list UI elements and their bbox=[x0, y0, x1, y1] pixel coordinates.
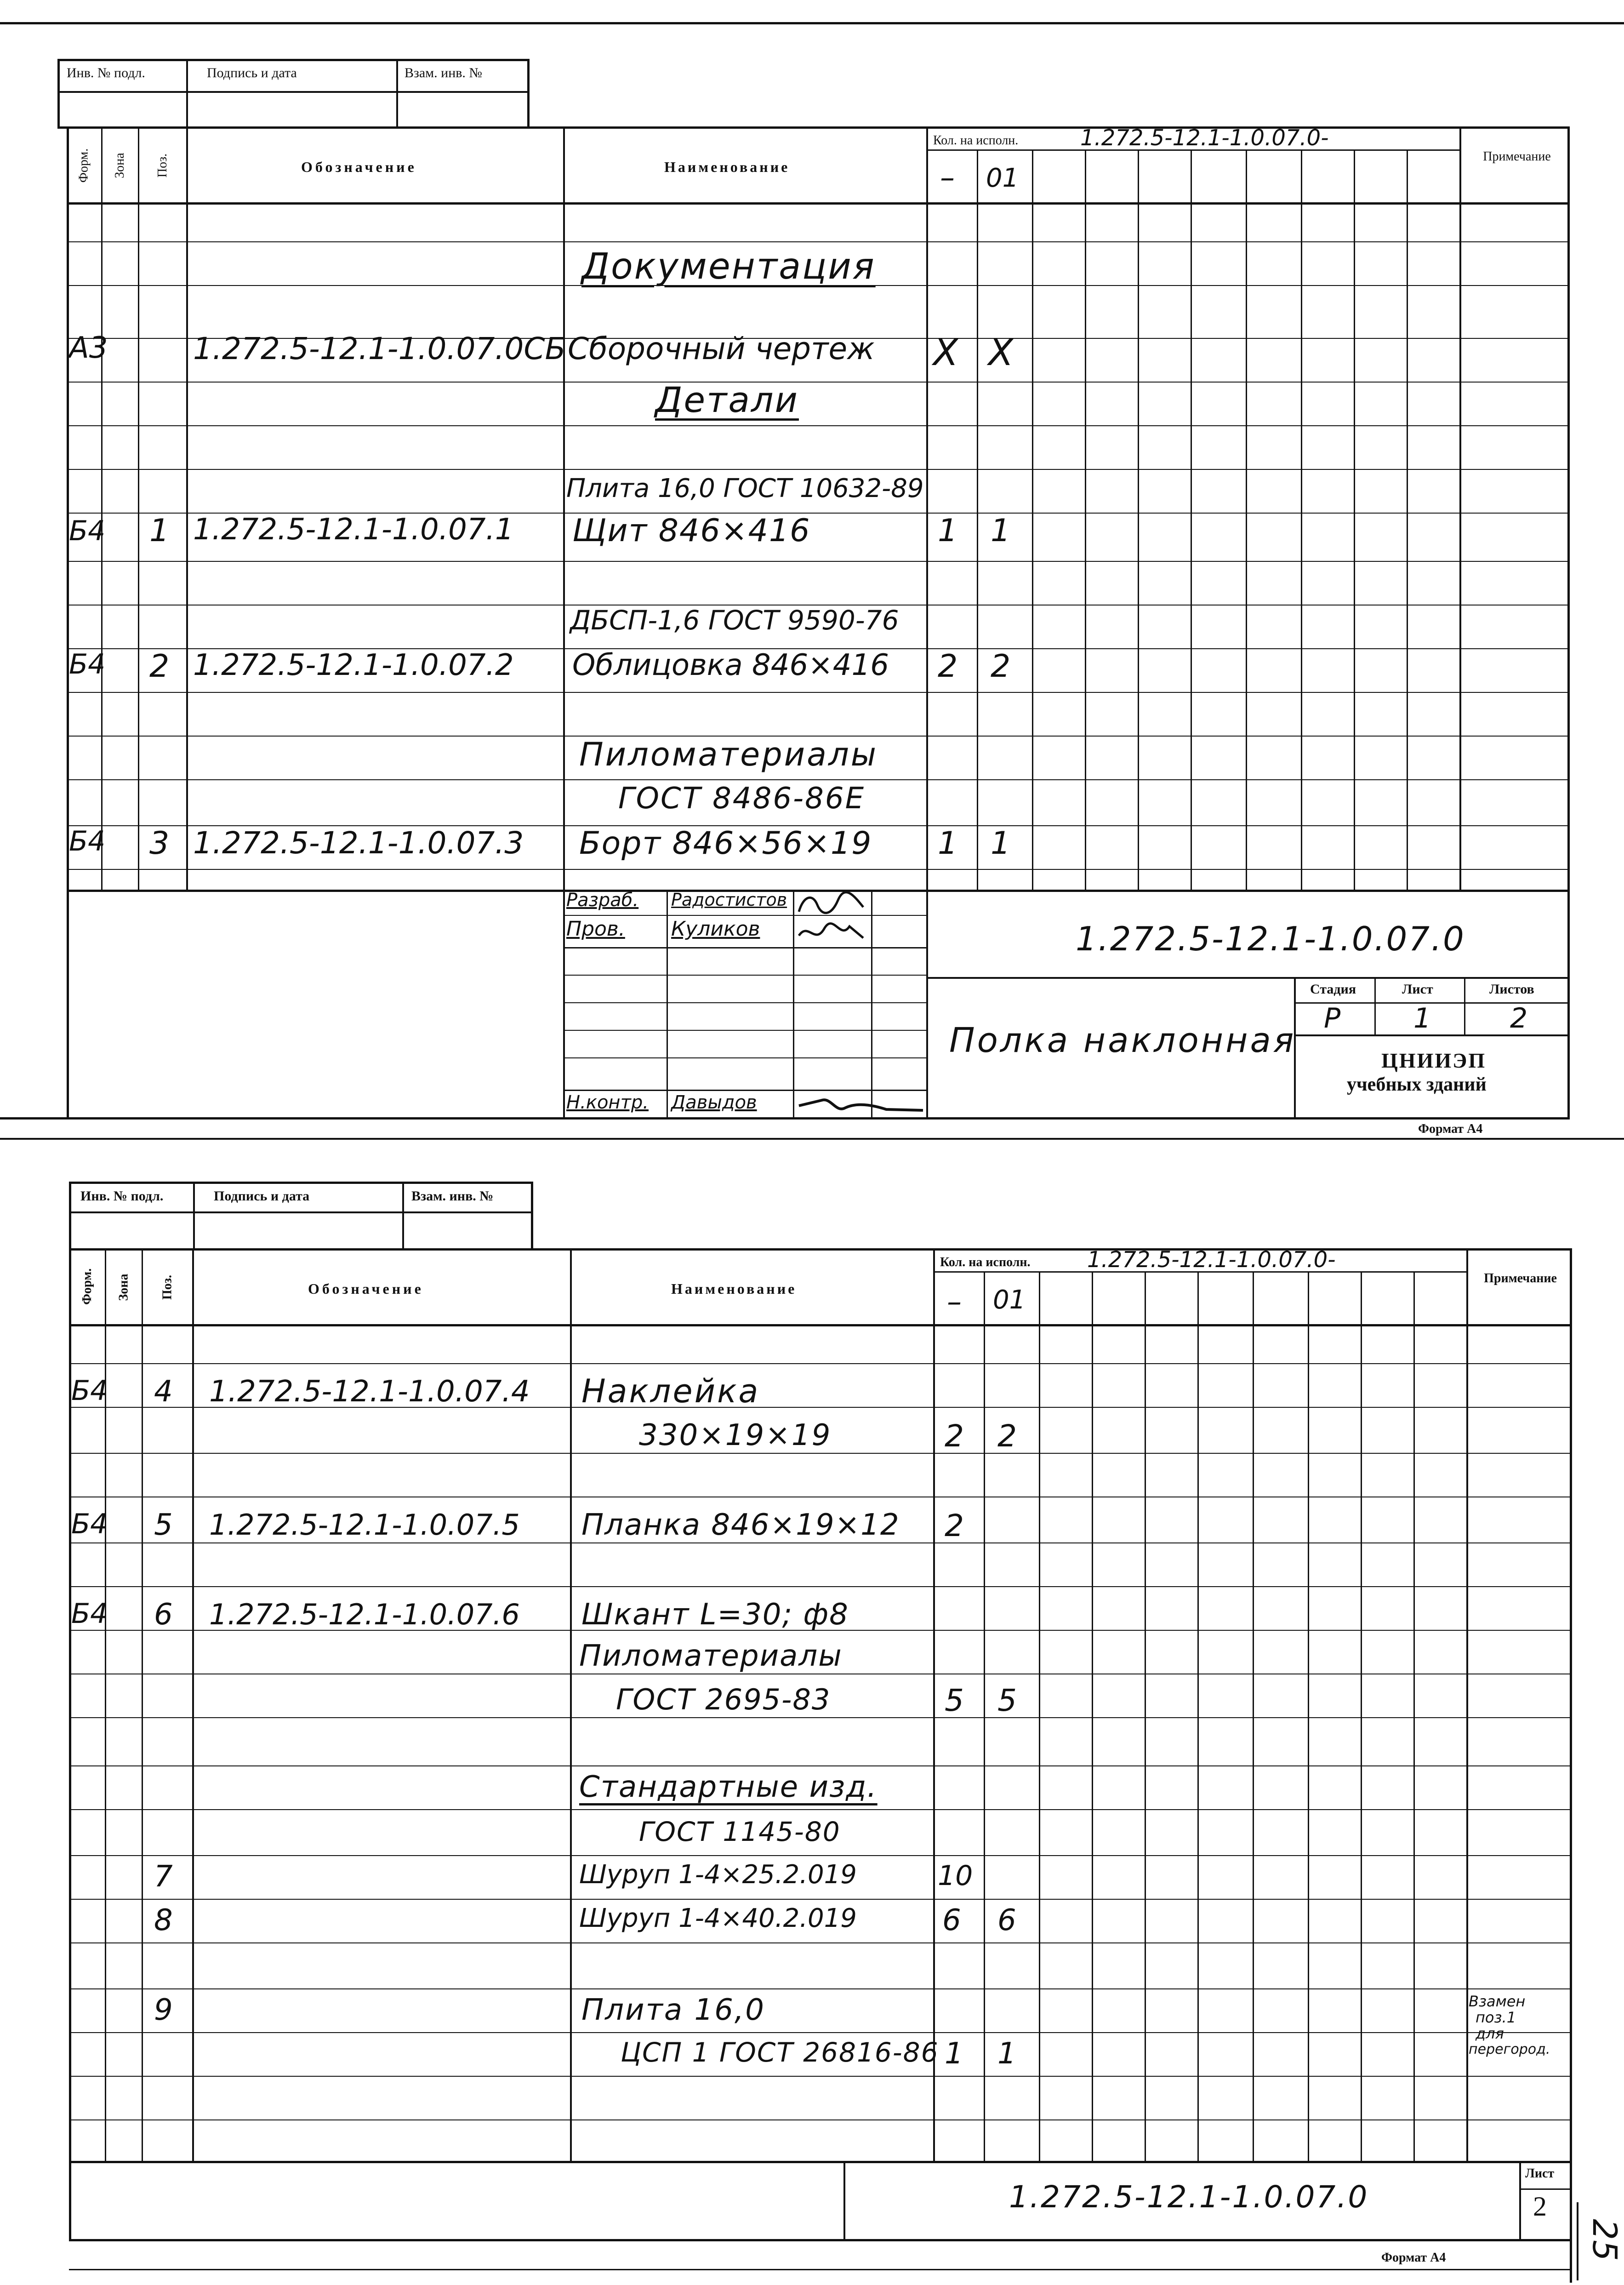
row-name: Шуруп 1-4×25.2.019 bbox=[579, 1860, 857, 1890]
row-name: Плита 16,0 ГОСТ 10632-89 bbox=[566, 474, 924, 503]
row-designation: 1.272.5-12.1-1.0.07.3 bbox=[193, 825, 524, 861]
stadia-label: Стадия bbox=[1310, 982, 1356, 997]
row-qty2: 2 bbox=[991, 648, 1011, 685]
note-line: поз.1 bbox=[1476, 2009, 1516, 2026]
row-designation: 1.272.5-12.1-1.0.07.5 bbox=[209, 1508, 520, 1542]
row-name: Документация bbox=[581, 246, 876, 287]
row-qty1: 10 bbox=[938, 1860, 973, 1892]
row-pos: 6 bbox=[154, 1598, 173, 1632]
row-pos: 3 bbox=[149, 825, 170, 862]
note-line: Взамен bbox=[1469, 1993, 1526, 2010]
inv-podl-label: Инв. № подл. bbox=[67, 65, 145, 80]
col-pos-header: Поз. bbox=[160, 1274, 175, 1300]
row-line bbox=[69, 1899, 1572, 1900]
row-line bbox=[69, 1453, 1572, 1454]
listov-label: Листов bbox=[1489, 982, 1534, 997]
row-name: ГОСТ 8486-86Е bbox=[618, 782, 865, 816]
row-name: Стандартные изд. bbox=[579, 1770, 878, 1804]
col-zone-header: Зона bbox=[113, 153, 127, 178]
row-qty2: 2 bbox=[997, 1418, 1017, 1454]
stamp-doc-code: 1.272.5-12.1-1.0.07.0 bbox=[1076, 920, 1465, 958]
vzam-inv-label: Взам. инв. № bbox=[405, 65, 483, 80]
sheet2-bottom bbox=[69, 2239, 1572, 2241]
row-name: Облицовка 846×416 bbox=[572, 648, 889, 682]
variant-01: 01 bbox=[993, 1285, 1026, 1315]
variant-dash: – bbox=[947, 1285, 962, 1319]
row-line bbox=[69, 1988, 1572, 1989]
razrab-label: Разраб. bbox=[566, 890, 639, 911]
row-form: А3 bbox=[69, 331, 108, 365]
small-header-mid bbox=[69, 1211, 533, 1213]
row-name: Планка 846×19×12 bbox=[581, 1508, 900, 1542]
stadia-value: Р bbox=[1324, 1002, 1341, 1034]
row-qty2: 5 bbox=[997, 1683, 1017, 1718]
row-name: ГОСТ 1145-80 bbox=[639, 1816, 841, 1847]
stamp2-v2 bbox=[1519, 2161, 1521, 2241]
kol-code: 1.272.5-12.1-1.0.07.0- bbox=[1080, 125, 1329, 151]
row-qty1: 6 bbox=[942, 1903, 961, 1937]
row-pos: 2 bbox=[149, 648, 170, 685]
row-form: Б4 bbox=[69, 515, 106, 547]
col-name-header: Наименование bbox=[664, 159, 790, 175]
row-name: ЦСП 1 ГОСТ 26816-86 bbox=[621, 2037, 939, 2068]
col-q9-line bbox=[1361, 1271, 1362, 2161]
col-q8-line bbox=[1308, 1271, 1309, 2161]
prov-label: Пров. bbox=[566, 917, 625, 941]
row-designation: 1.272.5-12.1-1.0.07.1 bbox=[193, 513, 514, 547]
row-name: Пиломатериалы bbox=[579, 736, 878, 773]
row-name: Борт 846×56×19 bbox=[579, 825, 872, 862]
row-name: Пиломатериалы bbox=[579, 1639, 843, 1673]
small-header-v3 bbox=[531, 1182, 533, 1251]
row-qty1: 1 bbox=[938, 825, 958, 862]
col-note-header: Примечание bbox=[1484, 1271, 1557, 1285]
row-name: Шуруп 1-4×40.2.019 bbox=[579, 1903, 857, 1933]
kol-code: 1.272.5-12.1-1.0.07.0- bbox=[1087, 1247, 1336, 1273]
col-q5-line bbox=[1145, 1271, 1146, 2161]
row-line bbox=[69, 2032, 1572, 2033]
org-subname: учебных зданий bbox=[1347, 1074, 1487, 1095]
row-designation: 1.272.5-12.1-1.0.07.6 bbox=[209, 1598, 520, 1631]
row-line bbox=[69, 2076, 1572, 2077]
row-pos: 5 bbox=[154, 1508, 173, 1542]
note-line: перегород. bbox=[1469, 2041, 1550, 2057]
row-line bbox=[69, 1765, 1572, 1766]
col-designation-header: Обозначение bbox=[308, 1280, 424, 1297]
row-line bbox=[69, 1542, 1572, 1543]
list-label: Лист bbox=[1525, 2166, 1555, 2181]
stamp-top-line bbox=[69, 2161, 1572, 2163]
row-qty1: 2 bbox=[945, 1418, 964, 1454]
small-header-v2 bbox=[402, 1182, 404, 1251]
row-qty2: X bbox=[988, 331, 1014, 374]
org-name: ЦНИИЭП bbox=[1381, 1049, 1487, 1072]
col-q10-line bbox=[1413, 1271, 1415, 2161]
row-pos: 8 bbox=[154, 1903, 173, 1937]
col-form-header: Форм. bbox=[76, 148, 91, 183]
row-form: Б4 bbox=[71, 1375, 108, 1407]
row-qty2: 1 bbox=[997, 2037, 1016, 2071]
row-line bbox=[69, 1586, 1572, 1587]
col-pos-header: Поз. bbox=[155, 153, 170, 178]
row-qty2: 6 bbox=[997, 1903, 1016, 1937]
col-name-header: Наименование bbox=[671, 1280, 797, 1297]
row-name: Шкант L=30; ф8 bbox=[581, 1598, 849, 1632]
row-qty1: 2 bbox=[938, 648, 958, 685]
variant-01: 01 bbox=[986, 163, 1019, 193]
row-form: Б4 bbox=[71, 1508, 108, 1540]
col-note-line bbox=[1466, 1248, 1468, 2161]
row-name: 330×19×19 bbox=[639, 1418, 832, 1452]
list-label: Лист bbox=[1402, 982, 1433, 997]
col-q2-line bbox=[984, 1271, 985, 2161]
small-header-top bbox=[69, 1182, 533, 1184]
format-label: Формат А4 bbox=[1381, 2251, 1446, 2265]
list-value: 2 bbox=[1533, 2191, 1547, 2222]
list-value: 1 bbox=[1413, 1002, 1431, 1034]
row-designation: 1.272.5-12.1-1.0.07.0СБ bbox=[193, 331, 566, 366]
row-name: Щит 846×416 bbox=[572, 513, 811, 549]
row-qty1: 1 bbox=[945, 2037, 963, 2071]
row-qty1: 2 bbox=[945, 1508, 964, 1543]
row-pos: 9 bbox=[154, 1993, 173, 2027]
prov-name: Куликов bbox=[671, 917, 760, 941]
bottom-edge-line bbox=[69, 2269, 1572, 2270]
row-pos: 1 bbox=[149, 513, 170, 549]
row-form: Б4 bbox=[71, 1598, 108, 1630]
kol-label: Кол. на исполн. bbox=[933, 133, 1019, 148]
page-number: 25 bbox=[1585, 2219, 1624, 2261]
kol-label: Кол. на исполн. bbox=[940, 1255, 1031, 1269]
row-qty1: 5 bbox=[945, 1683, 964, 1718]
podpis-data-label: Подпись и дата bbox=[214, 1188, 310, 1204]
table-top bbox=[69, 1248, 1572, 1251]
row-qty1: X bbox=[933, 331, 958, 374]
nkontr-name: Давыдов bbox=[671, 1092, 757, 1113]
format-label: Формат А4 bbox=[1418, 1122, 1483, 1136]
col-qty-line bbox=[933, 1248, 935, 2161]
col-designation-header: Обозначение bbox=[301, 159, 417, 175]
row-name: Плита 16,0 bbox=[581, 1993, 765, 2027]
row-name: Детали bbox=[655, 379, 799, 420]
stamp2-v1 bbox=[843, 2161, 845, 2241]
small-header-v0 bbox=[69, 1182, 71, 1251]
razrab-name: Радостистов bbox=[671, 890, 787, 910]
note-line: для bbox=[1476, 2025, 1504, 2042]
row-pos: 4 bbox=[154, 1375, 173, 1409]
row-name: Сборочный чертеж bbox=[568, 331, 875, 366]
row-qty2: 1 bbox=[991, 825, 1011, 862]
row-line bbox=[69, 1942, 1572, 1943]
col-form-header: Форм. bbox=[80, 1268, 94, 1305]
row-name: ДБСП-1,6 ГОСТ 9590-76 bbox=[570, 605, 899, 636]
variant-dash: – bbox=[940, 161, 955, 195]
page-number-line bbox=[1577, 2202, 1578, 2280]
stamp-doc-code: 1.272.5-12.1-1.0.07.0 bbox=[1009, 2179, 1369, 2215]
col-designation-line bbox=[192, 1248, 194, 2161]
row-qty1: 1 bbox=[938, 513, 958, 549]
col-note-header: Примечание bbox=[1483, 149, 1551, 164]
row-pos: 7 bbox=[154, 1860, 173, 1894]
row-name: ГОСТ 2695-83 bbox=[616, 1683, 831, 1716]
row-line bbox=[69, 1363, 1572, 1364]
row-designation: 1.272.5-12.1-1.0.07.2 bbox=[193, 648, 514, 682]
row-name: Наклейка bbox=[581, 1372, 760, 1410]
nkontr-label: Н.контр. bbox=[566, 1092, 649, 1113]
vzam-inv-label: Взам. инв. № bbox=[411, 1188, 494, 1204]
col-q3-line bbox=[1039, 1271, 1040, 2161]
col-q7-line bbox=[1253, 1271, 1254, 2161]
row-line bbox=[69, 1717, 1572, 1718]
col-q6-line bbox=[1197, 1271, 1199, 2161]
row-form: Б4 bbox=[69, 648, 106, 680]
stamp-title: Полка наклонная bbox=[949, 1021, 1296, 1060]
inv-podl-label: Инв. № подл. bbox=[80, 1188, 164, 1204]
row-line bbox=[69, 1855, 1572, 1856]
small-header-v1 bbox=[193, 1182, 195, 1251]
table-header-bottom bbox=[69, 1324, 1572, 1326]
listov-value: 2 bbox=[1510, 1002, 1528, 1034]
row-line bbox=[69, 2119, 1572, 2120]
row-form: Б4 bbox=[69, 825, 106, 857]
stamp2-list-line bbox=[1519, 2188, 1572, 2190]
row-line bbox=[69, 1809, 1572, 1810]
row-designation: 1.272.5-12.1-1.0.07.4 bbox=[209, 1375, 530, 1409]
row-qty2: 1 bbox=[991, 513, 1011, 549]
col-pos-line bbox=[142, 1248, 143, 2161]
col-name-line bbox=[570, 1248, 572, 2161]
col-q4-line bbox=[1092, 1271, 1093, 2161]
podpis-data-label: Подпись и дата bbox=[207, 65, 297, 80]
col-zone-header: Зона bbox=[116, 1274, 131, 1301]
